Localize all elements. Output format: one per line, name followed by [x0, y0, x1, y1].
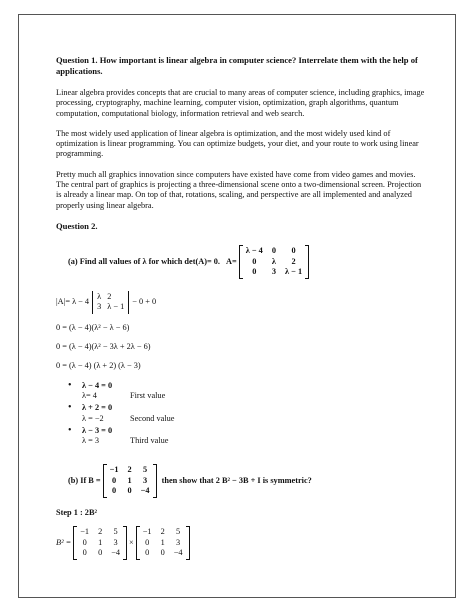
matrix-cell: 0 [252, 267, 257, 277]
matrix-cell: 0 [127, 486, 132, 496]
part-b-prompt-end: then show that 2 B² − 3B + I is symmetric? [161, 476, 312, 486]
minor-cell: 3 [97, 302, 102, 312]
document-body [56, 55, 428, 560]
step-1-label: Step 1 : 2B² [56, 507, 97, 517]
root-equation: λ − 3 = 0 [82, 425, 113, 435]
b-squared-label: B² = [56, 537, 72, 547]
minor-cell: λ − 1 [107, 302, 125, 312]
part-a-prompt-row [68, 245, 428, 279]
q1-paragraph-1: Linear algebra provides concepts that are crucial to many areas of computer science, including graphics, image processing, cryptography, machine learning, computer vision, optimization, graph algorithms, quantum computation, computational biology, information retrieval and web search. [56, 88, 425, 118]
matrix-cell: −1 [109, 465, 119, 475]
q1-paragraph-2: The most widely used application of linear algebra is optimization, and the most widely used kind of optimization is linear programming. You can optimize budgets, your diet, and your route to work using linear programming. [56, 128, 419, 159]
matrix-b-left [73, 526, 127, 560]
minor-cell: 2 [107, 291, 112, 301]
matrix-cell: −1 [142, 527, 152, 537]
matrix-cell: 0 [291, 246, 296, 256]
matrix-cell: 0 [98, 548, 103, 558]
minor-cell: λ [97, 291, 102, 301]
matrix-cell: 2 [291, 256, 296, 266]
matrix-b-right [136, 526, 190, 560]
matrix-cell: λ − 4 [245, 246, 263, 256]
root-equation: λ − 4 = 0 [82, 380, 113, 390]
matrix-cell: −4 [140, 486, 150, 496]
matrix-cell: λ − 1 [285, 267, 303, 277]
matrix-cell: 3 [271, 267, 276, 277]
root-label: First value [130, 390, 166, 400]
matrix-cell: −1 [80, 527, 90, 537]
root-value: λ= 4 [82, 390, 97, 400]
matrix-cell: 0 [82, 548, 87, 558]
matrix-cell: λ [271, 256, 276, 266]
determinant-expansion [56, 291, 428, 314]
equation-line-1: 0 = (λ − 4)(λ² − λ − 6) [56, 322, 130, 332]
matrix-cell: 3 [113, 537, 118, 547]
matrix-cell: −4 [173, 548, 183, 558]
root-label: Third value [130, 436, 169, 446]
minor-determinant [92, 291, 129, 314]
question-1-title: Question 1. How important is linear algebra in computer science? Interrelate them with the help of applications. [56, 55, 418, 76]
matrix-cell: 1 [127, 475, 132, 485]
roots-list [56, 381, 428, 447]
root-value: λ = −2 [82, 413, 104, 423]
root-label: Second value [130, 413, 175, 423]
matrix-cell: 0 [160, 548, 165, 558]
part-b-prompt-start: (b) If B = [68, 476, 101, 486]
det-suffix: − 0 + 0 [132, 297, 157, 307]
times-sign: × [129, 537, 134, 547]
matrix-cell: 2 [98, 527, 103, 537]
matrix-a [239, 245, 309, 279]
matrix-cell: 3 [143, 475, 148, 485]
equation-line-2: 0 = (λ − 4)(λ² − 3λ + 2λ − 6) [56, 342, 151, 352]
matrix-cell: 1 [160, 537, 165, 547]
question-2-title: Question 2. [56, 220, 98, 231]
matrix-cell: 0 [145, 548, 150, 558]
root-item [82, 403, 428, 424]
matrix-cell: 0 [82, 537, 87, 547]
matrix-cell: 0 [271, 246, 276, 256]
equation-line-3: 0 = (λ − 4) (λ + 2) (λ − 3) [56, 361, 141, 371]
matrix-cell: 1 [98, 537, 103, 547]
det-prefix: |A|= λ − 4 [56, 297, 90, 307]
matrix-cell: 5 [143, 465, 148, 475]
matrix-cell: −4 [111, 548, 121, 558]
matrix-cell: 2 [160, 527, 165, 537]
matrix-cell: 2 [127, 465, 132, 475]
q1-paragraph-3: Pretty much all graphics innovation since computers have existed have come from video games and movies. The central part of graphics is projecting a three-dimensional scene onto a two-dimensional screen. Projection is already a linear map. On top of that, rotations, scaling, and perspective are all implemented and analyzed properly using linear algebra. [56, 169, 422, 210]
matrix-b [103, 464, 157, 498]
part-a-prompt: (a) Find all values of λ for which det(A)= 0. [68, 256, 220, 266]
matrix-a-label: A= [226, 256, 237, 266]
b-squared-row [56, 526, 428, 560]
matrix-cell: 0 [145, 537, 150, 547]
root-value: λ = 3 [82, 436, 99, 446]
root-item [82, 426, 428, 447]
matrix-cell: 0 [111, 486, 117, 496]
matrix-cell: 0 [252, 256, 257, 266]
root-equation: λ + 2 = 0 [82, 403, 113, 413]
root-item [82, 381, 428, 402]
matrix-cell: 3 [176, 537, 181, 547]
matrix-cell: 5 [176, 527, 181, 537]
matrix-cell: 0 [111, 475, 117, 485]
matrix-cell: 5 [113, 527, 118, 537]
part-b-prompt-row [68, 464, 428, 498]
